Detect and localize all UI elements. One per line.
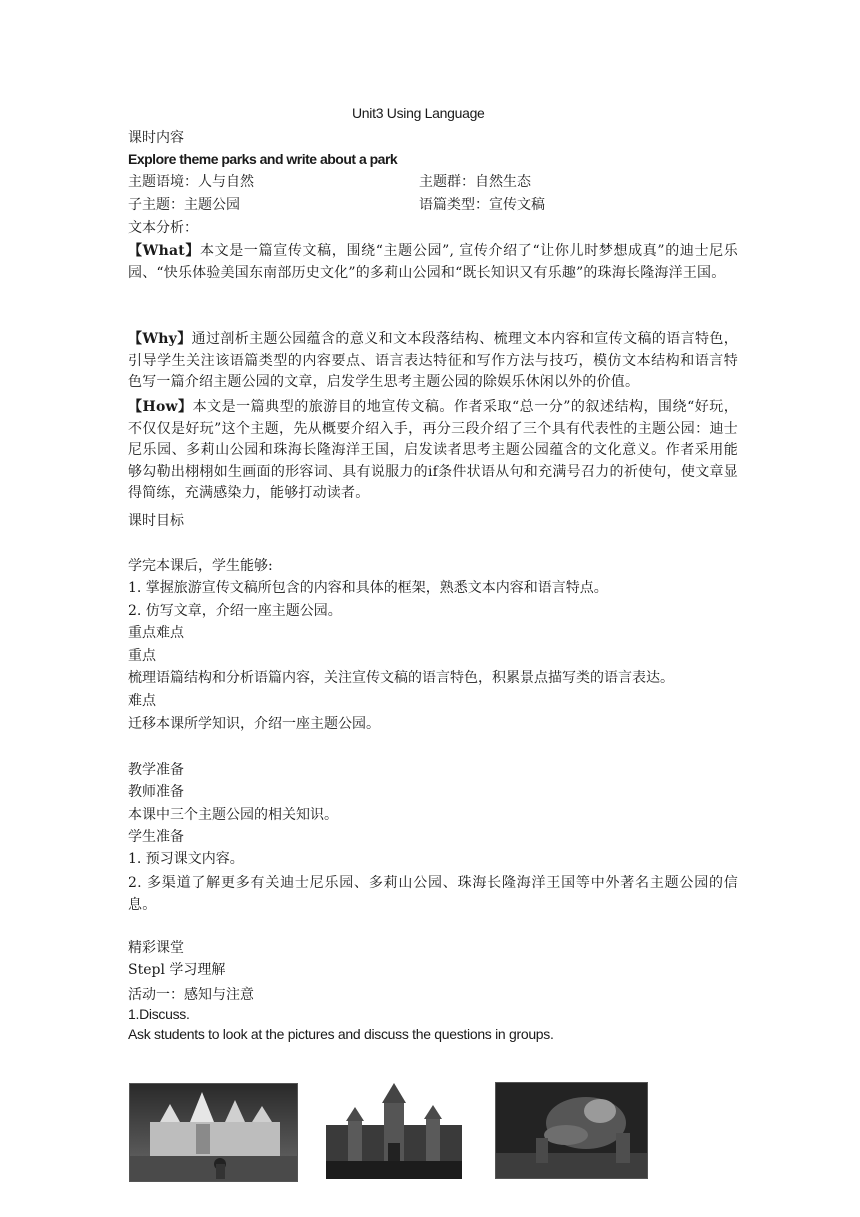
class-label: 精彩课堂 — [128, 940, 184, 956]
disneyland-castle-photo — [129, 1083, 298, 1182]
key-difficult-label: 重点难点 — [128, 625, 184, 641]
what-paragraph — [128, 241, 738, 284]
key-text: 梳理语篇结构和分析语篇内容，关注宣传文稿的语言特色，积累景点描写类的语言表达。 — [128, 670, 674, 686]
student-prep-1: 1. 预习课文内容。 — [128, 851, 244, 867]
how-text: 本文是一篇典型的旅游目的地宣传文稿。作者采取“总一分”的叙述结构，围绕“好玩，不仅仅是好玩”这个主题，先从概要介绍入手，再分三段介绍了三个具有代表性的主题公园：迪士尼乐园、多莉山公园和珠海长隆海洋王国，启发读者思考主题公园蕴含的文化意义。作者采用能够勾勒出栩栩如生画面的形容词、具有说服力的if条件状语从句和充满号召力的祈使句，使文章显得简练，充满感染力，能够打动读者。 — [128, 399, 738, 501]
discuss-text: Ask students to look at the pictures and discuss the questions in groups. — [128, 1026, 554, 1042]
dollywood-castle-photo — [326, 1083, 462, 1179]
topic-heading: Explore theme parks and write about a park — [128, 151, 398, 167]
discuss-title: 1.Discuss. — [128, 1006, 190, 1022]
text-type: 语篇类型：宣传文稿 — [419, 197, 545, 213]
difficult-label: 难点 — [128, 693, 156, 709]
theme-context: 主题语境：人与自然 — [128, 174, 254, 190]
why-tag: 【Why】 — [128, 331, 192, 347]
key-label: 重点 — [128, 648, 156, 664]
prep-label: 教学准备 — [128, 762, 184, 778]
activity1-label: 活动一：感知与注意 — [128, 987, 254, 1003]
lesson-content-label: 课时内容 — [128, 130, 184, 146]
objective-1: 1. 掌握旅游宣传文稿所包含的内容和具体的框架，熟悉文本内容和语言特点。 — [128, 580, 608, 596]
student-prep-2: 2. 多渠道了解更多有关迪士尼乐园、多莉山公园、珠海长隆海洋王国等中外著名主题公园的信息。 — [128, 875, 738, 913]
page-title: Unit3 Using Language — [352, 105, 485, 121]
what-text: 本文是一篇宣传文稿，围绕“主题公园”, 宣传介绍了“让你儿时梦想成真”的迪士尼乐园、“快乐体验美国东南部历史文化”的多莉山公园和“既长知识又有乐趣”的珠海长隆海洋王国。 — [128, 243, 739, 281]
theme-group: 主题群：自然生态 — [419, 174, 531, 190]
student-prep-label: 学生准备 — [128, 829, 184, 845]
objectives-intro: 学完本课后，学生能够: — [128, 558, 273, 574]
what-tag: 【What】 — [128, 243, 200, 259]
teacher-prep-text: 本课中三个主题公园的相关知识。 — [128, 807, 338, 823]
how-paragraph — [128, 397, 738, 505]
text-analysis-label: 文本分析： — [128, 220, 198, 236]
objectives-label: 课时目标 — [128, 513, 184, 529]
why-paragraph — [128, 329, 738, 394]
objective-2: 2. 仿写文章，介绍一座主题公园。 — [128, 603, 342, 619]
step1-label: Stepl 学习理解 — [128, 962, 226, 978]
why-text: 通过剖析主题公园蕴含的意义和文本段落结构、梳理文本内容和宣传文稿的语言特色，引导学生关注该语篇类型的内容要点、语言表达特征和写作方法与技巧，模仿文本结构和语言特色写一篇介绍主题公园的文章，启发学生思考主题公园的除娱乐休闲以外的价值。 — [128, 331, 738, 390]
subtopic: 子主题：主题公园 — [128, 197, 240, 213]
how-tag: 【How】 — [128, 399, 193, 415]
ocean-kingdom-photo — [495, 1082, 648, 1179]
teacher-prep-label: 教师准备 — [128, 784, 184, 800]
difficult-text: 迁移本课所学知识，介绍一座主题公园。 — [128, 716, 380, 732]
